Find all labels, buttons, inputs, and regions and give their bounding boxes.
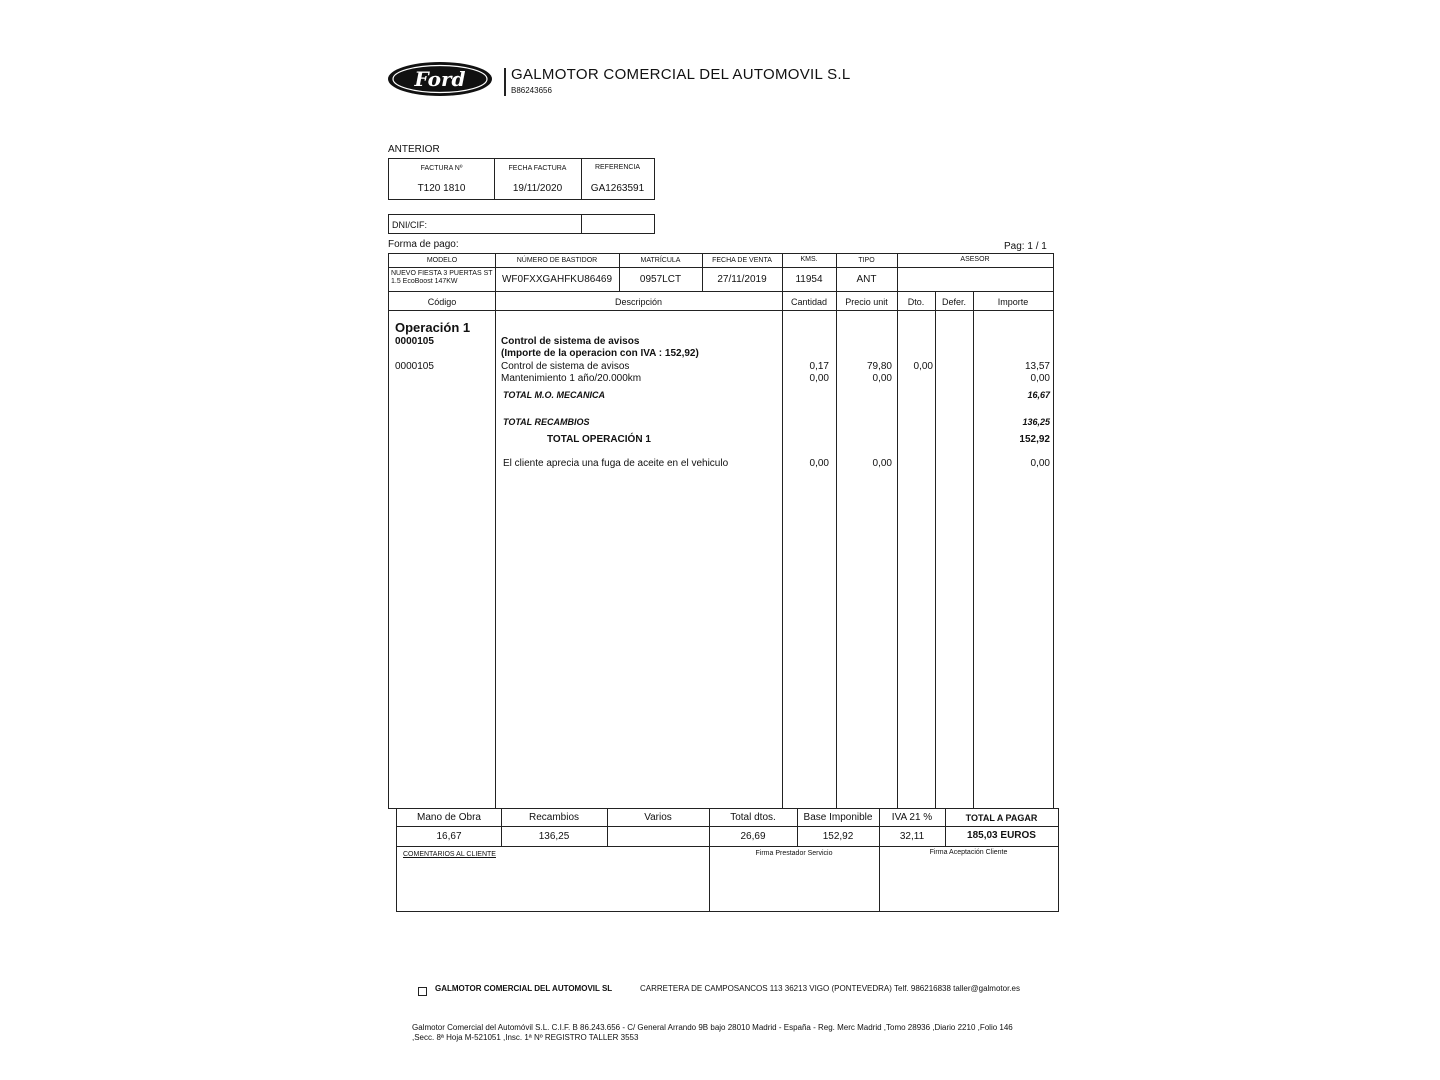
col-tipo: TIPO [858, 257, 875, 264]
total-operacion-value: 152,92 [1019, 434, 1050, 445]
totals-total-pagar-value: 185,03 EUROS [967, 830, 1036, 841]
col-defer: Defer. [941, 297, 966, 307]
col-cantidad: Cantidad [790, 297, 828, 307]
total-mo-value: 16,67 [1027, 390, 1050, 400]
line2-precio: 0,00 [872, 373, 892, 384]
firma-cliente-label: Firma Aceptación Cliente [929, 849, 1008, 856]
fecha-label: FECHA FACTURA [508, 165, 567, 172]
totals-iva-value: 32,11 [899, 831, 925, 842]
col-precio: Precio unit [845, 297, 888, 307]
col-matricula: MATRÍCULA [640, 257, 681, 264]
line3-precio: 0,00 [872, 458, 892, 469]
op-desc-importe: (Importe de la operacion con IVA : 152,92) [501, 348, 699, 359]
dni-box [388, 214, 655, 234]
ford-logo [386, 60, 494, 98]
op-code: 0000105 [395, 336, 434, 347]
total-recambios-label: TOTAL RECAMBIOS [503, 417, 590, 427]
modelo-value: NUEVO FIESTA 3 PUERTAS ST 1.5 EcoBoost 147KW [391, 270, 493, 285]
invoice-box [388, 158, 655, 200]
dni-label: DNI/CIF: [392, 220, 427, 230]
total-recambios-value: 136,25 [1022, 417, 1050, 427]
operacion-title: Operación 1 [395, 320, 471, 335]
totals-recambios-label: Recambios [528, 812, 580, 823]
bastidor-value: WF0FXXGAHFKU86469 [501, 274, 613, 285]
company-name: GALMOTOR COMERCIAL DEL AUTOMOVIL S.L [511, 66, 851, 83]
footer-company: GALMOTOR COMERCIAL DEL AUTOMOVIL SL [435, 984, 613, 993]
line1-code: 0000105 [395, 361, 434, 372]
forma-pago-label: Forma de pago: [388, 239, 459, 250]
totals-recambios-value: 136,25 [538, 831, 570, 842]
comentarios-label: COMENTARIOS AL CLIENTE [403, 851, 496, 858]
page-number: Pag: 1 / 1 [1004, 241, 1047, 252]
line3-cant: 0,00 [809, 458, 829, 469]
footer-checkbox-icon [418, 987, 427, 996]
kms-value: 11954 [795, 274, 823, 285]
company-cif: B86243656 [511, 86, 552, 95]
line2-importe: 0,00 [1030, 373, 1050, 384]
col-descripcion: Descripción [614, 297, 663, 307]
line1-cant: 0,17 [809, 361, 829, 372]
line3-importe: 0,00 [1030, 458, 1050, 469]
line2-desc: Mantenimiento 1 año/20.000km [501, 373, 642, 384]
totals-varios-label: Varios [644, 812, 672, 823]
line2-cant: 0,00 [809, 373, 829, 384]
anterior-label: ANTERIOR [388, 144, 440, 155]
totals-total-dtos-label: Total dtos. [730, 812, 776, 823]
col-fecha-venta: FECHA DE VENTA [712, 257, 772, 264]
ford-logo-text: Ford [414, 67, 466, 91]
col-modelo: MODELO [426, 257, 458, 264]
totals-total-dtos-value: 26,69 [740, 831, 766, 842]
totals-base-value: 152,92 [822, 831, 854, 842]
fecha-value: 19/11/2020 [512, 183, 563, 194]
col-codigo: Código [427, 297, 457, 307]
col-dto: Dto. [907, 297, 925, 307]
totals-base-label: Base Imponible [803, 812, 873, 823]
op-desc-title: Control de sistema de avisos [501, 336, 640, 347]
fecha-venta-value: 27/11/2019 [717, 274, 767, 285]
totals-box [396, 808, 1059, 912]
col-bastidor: NÚMERO DE BASTIDOR [516, 257, 598, 264]
line1-precio: 79,80 [866, 361, 892, 372]
total-operacion-label: TOTAL OPERACIÓN 1 [547, 434, 651, 445]
factura-label: FACTURA Nº [420, 165, 463, 172]
totals-iva-label: IVA 21 % [891, 812, 933, 823]
totals-mano-obra-label: Mano de Obra [417, 812, 481, 823]
tipo-value: ANT [856, 274, 877, 285]
footer-legal-1: Galmotor Comercial del Automóvil S.L. C.I.F. B 86.243.656 - C/ General Arrando 9B bajo 28010 Madrid - España - Reg. Merc Madrid ,Tomo 28936 ,Diario 2210 ,Folio 146 [412, 1023, 1013, 1032]
totals-mano-obra-value: 16,67 [436, 831, 462, 842]
line1-desc: Control de sistema de avisos [501, 361, 630, 372]
main-table [388, 253, 1054, 809]
col-importe: Importe [997, 297, 1029, 307]
header-divider [504, 68, 506, 96]
line1-importe: 13,57 [1024, 361, 1050, 372]
line3-desc: El cliente aprecia una fuga de aceite en el vehiculo [503, 458, 729, 469]
firma-prestador-label: Firma Prestador Servicio [755, 850, 833, 857]
total-mo-label: TOTAL M.O. MECANICA [503, 390, 605, 400]
footer-legal-2: ,Secc. 8ª Hoja M-521051 ,Insc. 1ª Nº REGISTRO TALLER 3553 [412, 1033, 639, 1042]
referencia-value: GA1263591 [590, 183, 645, 194]
col-asesor: ASESOR [960, 256, 990, 263]
col-kms: KMS. [800, 256, 818, 263]
factura-value: T120 1810 [417, 183, 466, 194]
footer-address: CARRETERA DE CAMPOSANCOS 113 36213 VIGO (PONTEVEDRA) Telf. 986216838 taller@galmotor.es [640, 984, 1020, 993]
line1-dto: 0,00 [913, 361, 933, 372]
referencia-label: REFERENCIA [594, 164, 641, 171]
totals-total-pagar-label: TOTAL A PAGAR [965, 813, 1038, 823]
matricula-value: 0957LCT [639, 274, 682, 285]
